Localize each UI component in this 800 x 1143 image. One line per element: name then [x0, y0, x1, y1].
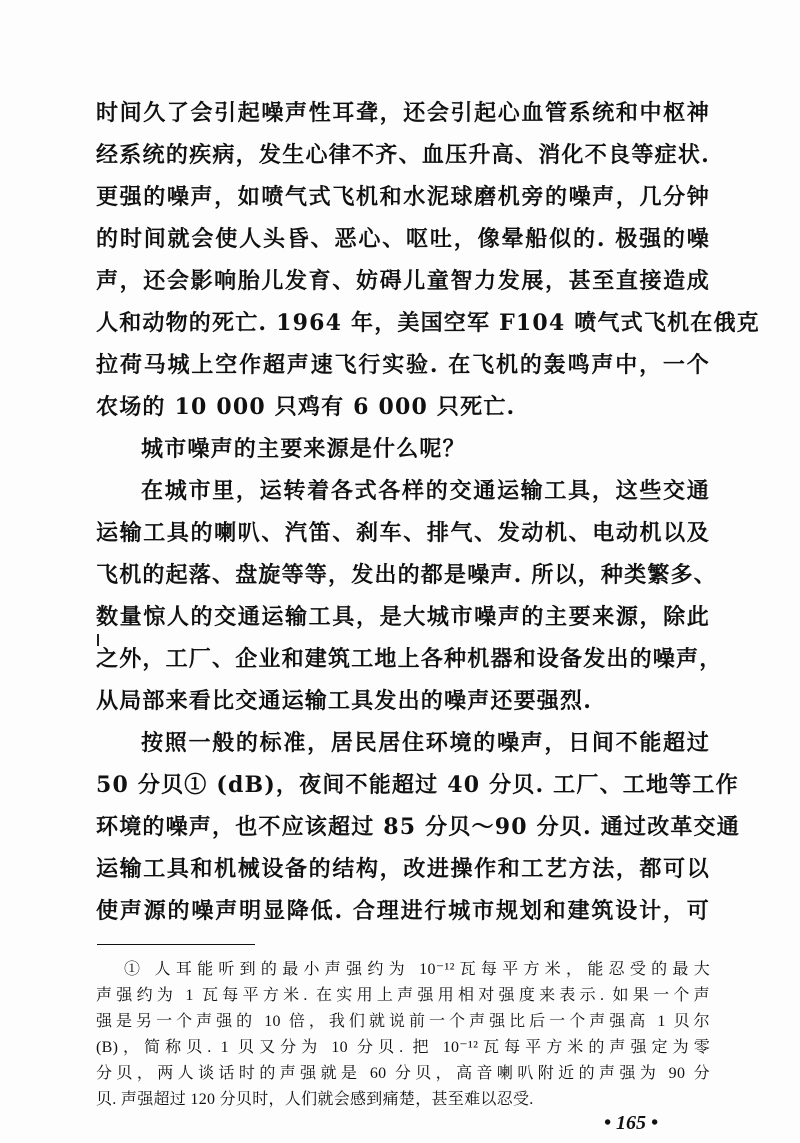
footnote-line: 强是另一个声强的 10 倍，我们就说前一个声强比后一个声强高 1 贝尔 — [96, 1013, 710, 1030]
body-line: 农场的 10 000 只鸡有 6 000 只死亡. — [96, 394, 516, 420]
footnote-rule — [97, 944, 255, 945]
footnote-line: 贝. 声强超过 120 分贝时，人们就会感到痛楚，甚至难以忍受. — [96, 1091, 534, 1108]
section-question: 城市噪声的主要来源是什么呢？ — [141, 436, 466, 462]
body-line: 更强的噪声，如喷气式飞机和水泥球磨机旁的噪声，几分钟 — [96, 184, 710, 210]
footnote-line: ① 人耳能听到的最小声强约为 10⁻¹²瓦每平方米，能忍受的最大 — [124, 961, 710, 978]
body-line: 运输工具的喇叭、汽笛、刹车、排气、发动机、电动机以及 — [96, 520, 710, 546]
body-line: 声，还会影响胎儿发育、妨碍儿童智力发展，甚至直接造成 — [96, 268, 710, 294]
body-line: 时间久了会引起噪声性耳聋，还会引起心血管系统和中枢神 — [96, 100, 710, 126]
body-line: 按照一般的标准，居民居住环境的噪声，日间不能超过 — [141, 730, 710, 756]
body-line: 使声源的噪声明显降低. 合理进行城市规划和建筑设计，可 — [96, 898, 710, 924]
body-line: 之外，工厂、企业和建筑工地上各种机器和设备发出的噪声， — [96, 646, 723, 672]
body-line: 在城市里，运转着各式各样的交通运输工具，这些交通 — [141, 478, 710, 504]
body-line: 经系统的疾病，发生心律不齐、血压升高、消化不良等症状. — [96, 142, 710, 168]
print-mark — [97, 634, 99, 646]
body-line: 拉荷马城上空作超声速飞行实验. 在飞机的轰鸣声中，一个 — [96, 352, 710, 378]
body-line: 50 分贝① (dB)，夜间不能超过 40 分贝. 工厂、工地等工作 — [96, 772, 739, 798]
page-number: • 165 • — [604, 1112, 659, 1134]
body-line: 从局部来看比交通运输工具发出的噪声还要强烈. — [96, 688, 593, 714]
body-line: 的时间就会使人头昏、恶心、呕吐，像晕船似的. 极强的噪 — [96, 226, 710, 252]
body-line: 数量惊人的交通运输工具，是大城市噪声的主要来源，除此 — [96, 604, 710, 630]
body-line: 环境的噪声，也不应该超过 85 分贝～90 分贝. 通过改革交通 — [96, 814, 740, 840]
footnote-line: (B)，简称贝. 1 贝又分为 10 分贝. 把 10⁻¹²瓦每平方米的声强定为零 — [96, 1039, 710, 1056]
body-line: 人和动物的死亡. 1964 年，美国空军 F104 喷气式飞机在俄克 — [96, 310, 760, 336]
footnote-line: 声强约为 1 瓦每平方米. 在实用上声强用相对强度来表示. 如果一个声 — [96, 987, 710, 1004]
body-line: 运输工具和机械设备的结构，改进操作和工艺方法，都可以 — [96, 856, 710, 882]
footnote-line: 分贝，两人谈话时的声强就是 60 分贝，高音喇叭附近的声强为 90 分 — [96, 1065, 710, 1082]
body-line: 飞机的起落、盘旋等等，发出的都是噪声. 所以，种类繁多、 — [96, 562, 717, 588]
